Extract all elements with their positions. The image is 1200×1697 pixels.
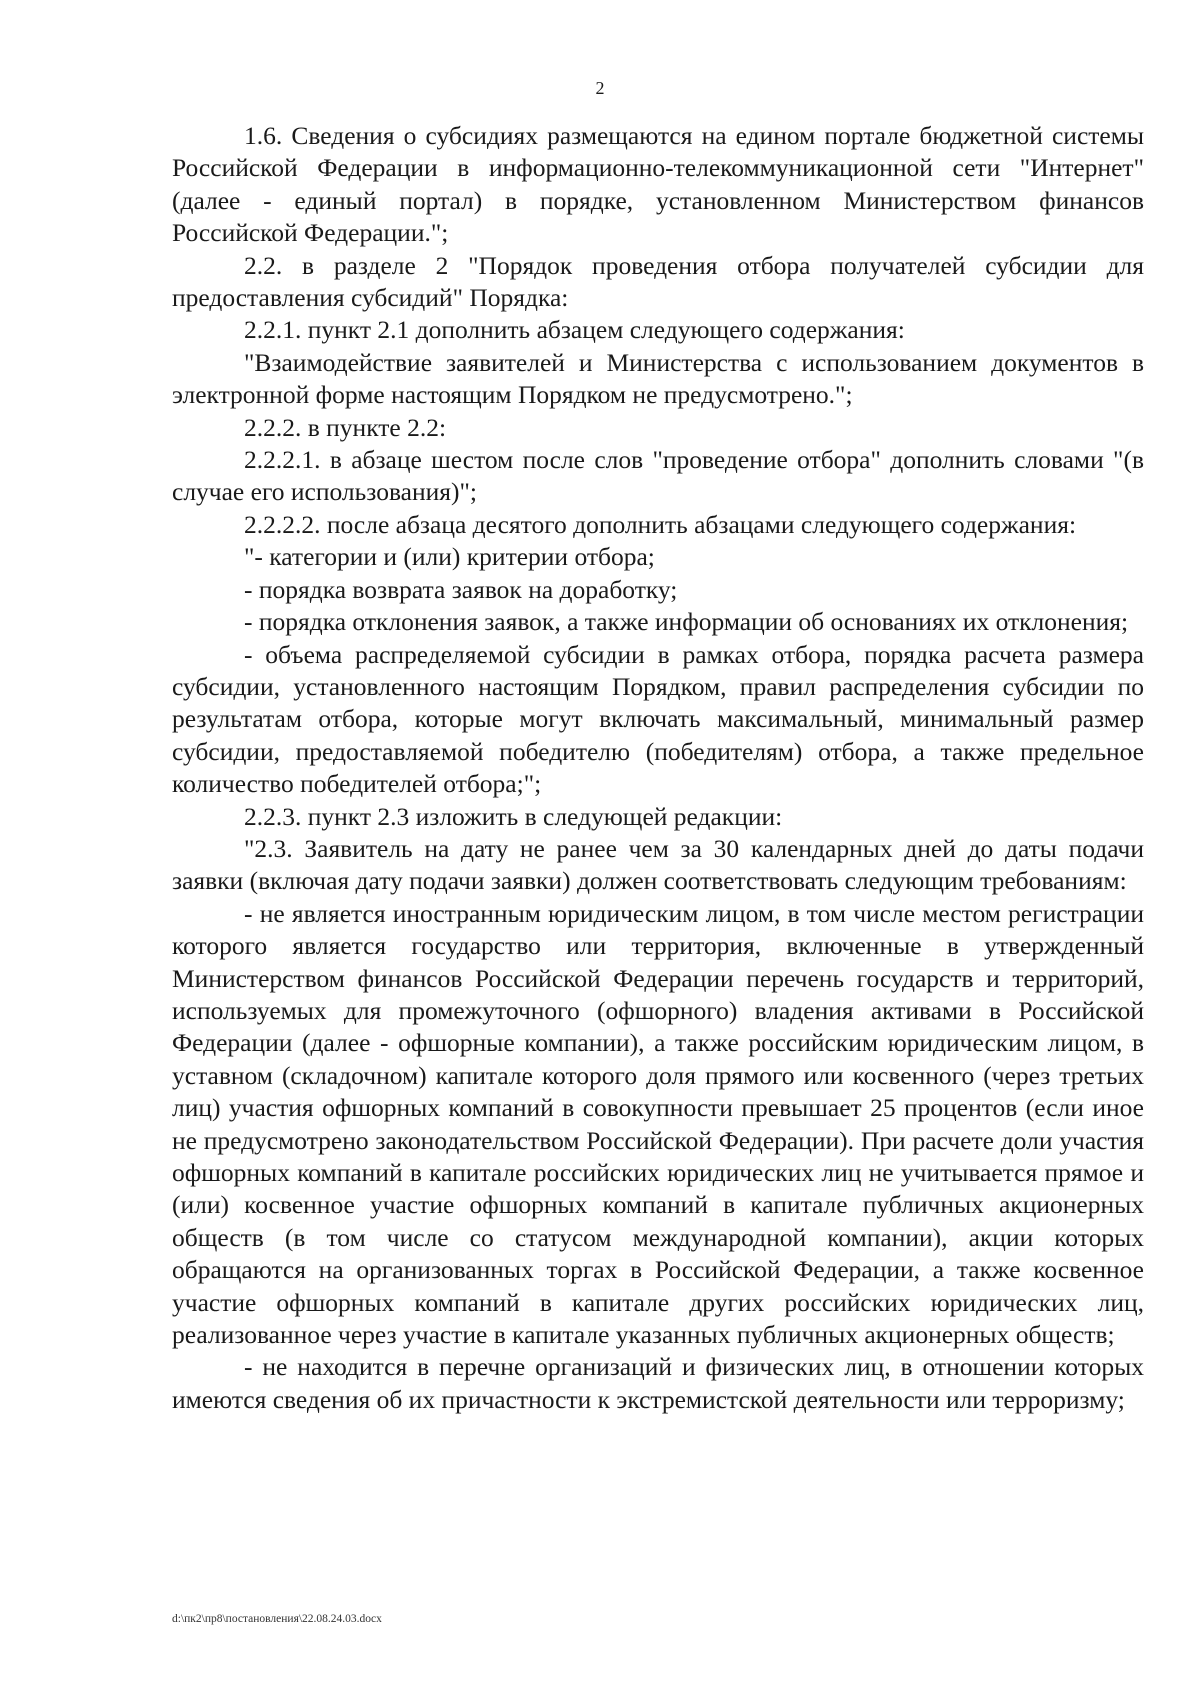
paragraph-2-2-1: 2.2.1. пункт 2.1 дополнить абзацем следующего содержания: [244,315,905,345]
list-item-rejection: - порядка отклонения заявок, а также информации об основаниях их отклонения; [244,607,1129,637]
paragraph-2-2-2: 2.2.2. в пункте 2.2: [244,412,447,442]
list-item-foreign-entity: - не является иностранным юридическим лицом, в том числе местом регистрации которого является государство или территория, включенные в утвержденный Министерством финансов Российской Федерации перечень государств и территорий, используемых для промежуточного (офшорного) владения активами в Российской Федерации (далее - офшорные компании), а также российским юридическим лицом, в уставном (складочном) капитале которого доля прямого или косвенного (через третьих лиц) участия офшорных компаний в совокупности превышает 25 процентов (если иное не предусмотрено законодательством Российской Федерации). При расчете доли участия офшорных компаний в капитале российских юридических лиц не учитывается прямое и (или) косвенное участие офшорных компаний в капитале публичных акционерных обществ (в том числе со статусом международной компании), акции которых обращаются на организованных торгах в Российской Федерации, а также косвенное участие офшорных компаний в капитале других российских юридических лиц, реализованное через участие в капитале указанных публичных акционерных обществ; [172,898,1144,1350]
paragraph-2-2-2-1: 2.2.2.1. в абзаце шестом после слов "проведение отбора" дополнить словами "(в случае его использования)"; [172,445,1144,507]
paragraph-2-2-3: 2.2.3. пункт 2.3 изложить в следующей редакции: [244,801,783,831]
list-item-volume: - объема распределяемой субсидии в рамках отбора, порядка расчета размера субсидии, установленного настоящим Порядком, правил распределения субсидии по результатам отбора, которые могут включать максимальный, минимальный размер субсидии, предоставляемой победителю (победителям) отбора, а также предельное количество победителей отбора;"; [172,639,1144,799]
list-item-return: - порядка возврата заявок на доработку; [244,574,678,604]
list-item-categories: "- категории и (или) критерии отбора; [244,542,655,572]
list-item-extremism: - не находится в перечне организаций и физических лиц, в отношении которых имеются сведения об их причастности к экстремистской деятельности или терроризму; [172,1352,1144,1414]
paragraph-2-2: 2.2. в разделе 2 "Порядок проведения отбора получателей субсидии для предоставления субсидий" Порядка: [172,250,1144,313]
paragraph-quote-interaction: "Взаимодействие заявителей и Министерства с использованием документов в электронной форме настоящим Порядком не предусмотрено."; [172,347,1144,410]
paragraph-2-3: "2.3. Заявитель на дату не ранее чем за 30 календарных дней до даты подачи заявки (включая дату подачи заявки) должен соответствовать следующим требованиям: [172,833,1144,896]
document-body [172,120,1144,1416]
paragraph-2-2-2-2: 2.2.2.2. после абзаца десятого дополнить абзацами следующего содержания: [244,509,1077,539]
file-path-footer: d:\пк2\пр8\постановления\22.08.24.03.docx [172,1613,382,1625]
page-number: 2 [595,78,605,98]
paragraph-1-6: 1.6. Сведения о субсидиях размещаются на едином портале бюджетной системы Российской Федерации в информационно-телекоммуникационной сети "Интернет" (далее - единый портал) в порядке, установленном Министерством финансов Российской Федерации."; [172,121,1144,248]
